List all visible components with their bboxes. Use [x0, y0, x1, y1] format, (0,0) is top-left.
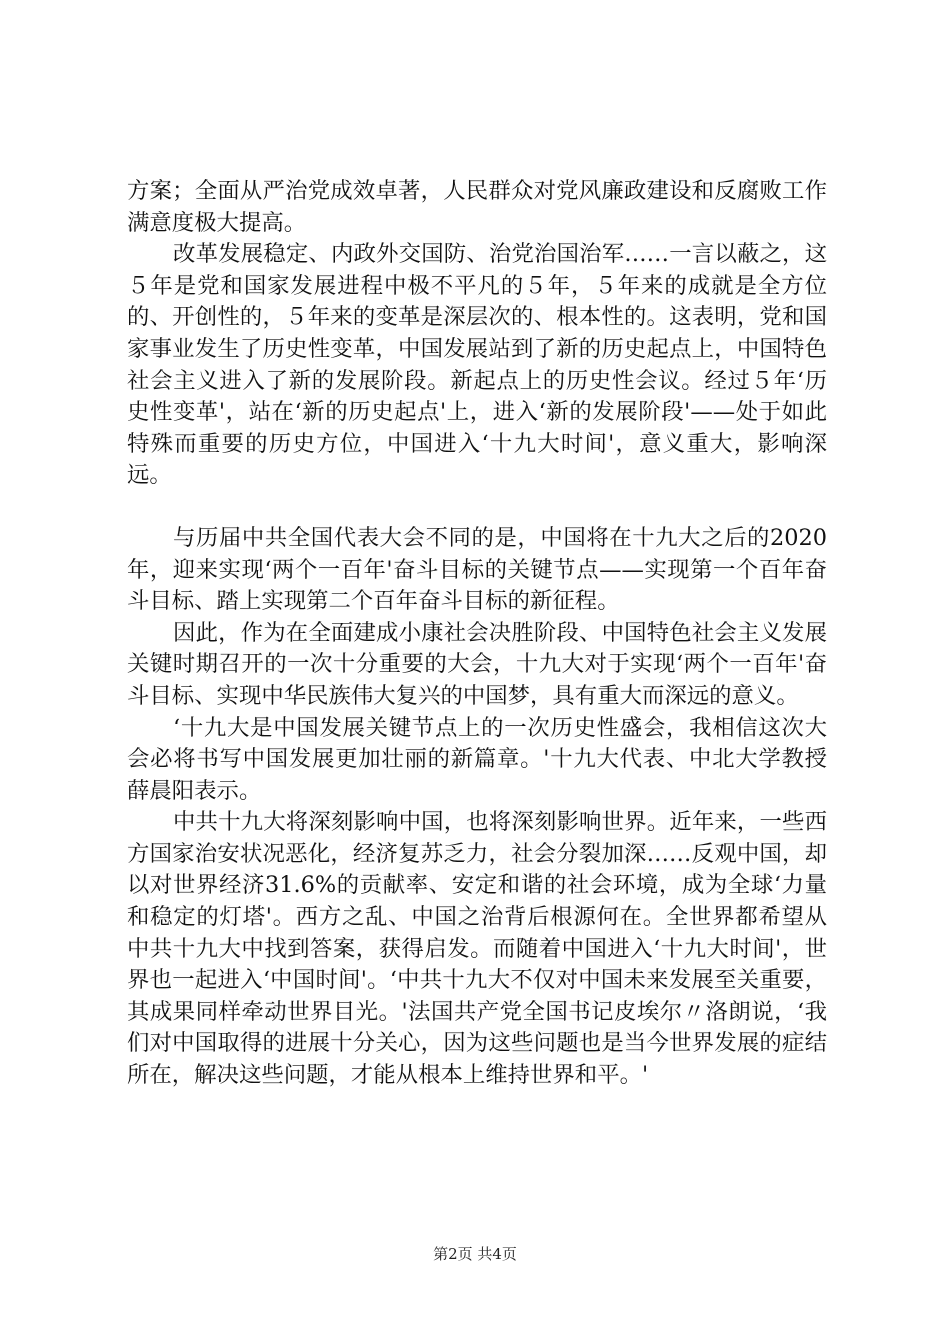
page-number-footer: 第2页 共4页	[433, 1245, 517, 1263]
document-body	[127, 176, 827, 1092]
paragraph-world-impact: 中共十九大将深刻影响中国，也将深刻影响世界。近年来，一些西方国家治安状况恶化，经济复苏乏力，社会分裂加深……反观中国，却以对世界经济31.6%的贡献率、安定和谐的社会环境，成为全球‘力量和稳定的灯塔'。西方之乱、中国之治背后根源何在。全世界都希望从中共十九大中找到答案，获得启发。而随着中国进入‘十九大时间'，世界也一起进入‘中国时间'。‘中共十九大不仅对中国未来发展至关重要，其成果同样牵动世界目光。'法国共产党全国书记皮埃尔〃洛朗说，‘我们对中国取得的进展十分关心，因为这些问题也是当今世界发展的症结所在，解决这些问题，才能从根本上维持世界和平。'	[127, 809, 827, 1089]
paragraph-two-centenary-goals: 与历届中共全国代表大会不同的是，中国将在十九大之后的2020年，迎来实现‘两个一百年'奋斗目标的关键节点——实现第一个百年奋斗目标、踏上实现第二个百年奋斗目标的新征程。	[127, 524, 827, 615]
paragraph-delegate-quote: ‘十九大是中国发展关键节点上的一次历史性盛会，我相信这次大会必将书写中国发展更加壮丽的新篇章。'十九大代表、中北大学教授薛晨阳表示。	[127, 714, 827, 804]
paragraph-significance: 因此，作为在全面建成小康社会决胜阶段、中国特色社会主义发展关键时期召开的一次十分重要的大会，十九大对于实现‘两个一百年'奋斗目标、实现中华民族伟大复兴的中国梦，具有重大而深远的意义。	[127, 619, 827, 709]
paragraph-continuation: 方案；全面从严治党成效卓著，人民群众对党风廉政建设和反腐败工作满意度极大提高。	[127, 178, 827, 236]
paragraph-reform-summary: 改革发展稳定、内政外交国防、治党治国治军……一言以蔽之，这５年是党和国家发展进程中极不平凡的５年，５年来的成就是全方位的、开创性的，５年来的变革是深层次的、根本性的。这表明，党和国家事业发生了历史性变革，中国发展站到了新的历史起点上，中国特色社会主义进入了新的发展阶段。新起点上的历史性会议。经过５年‘历史性变革'，站在‘新的历史起点'上，进入‘新的发展阶段'——处于如此特殊而重要的历史方位，中国进入‘十九大时间'，意义重大，影响深远。	[127, 241, 827, 489]
